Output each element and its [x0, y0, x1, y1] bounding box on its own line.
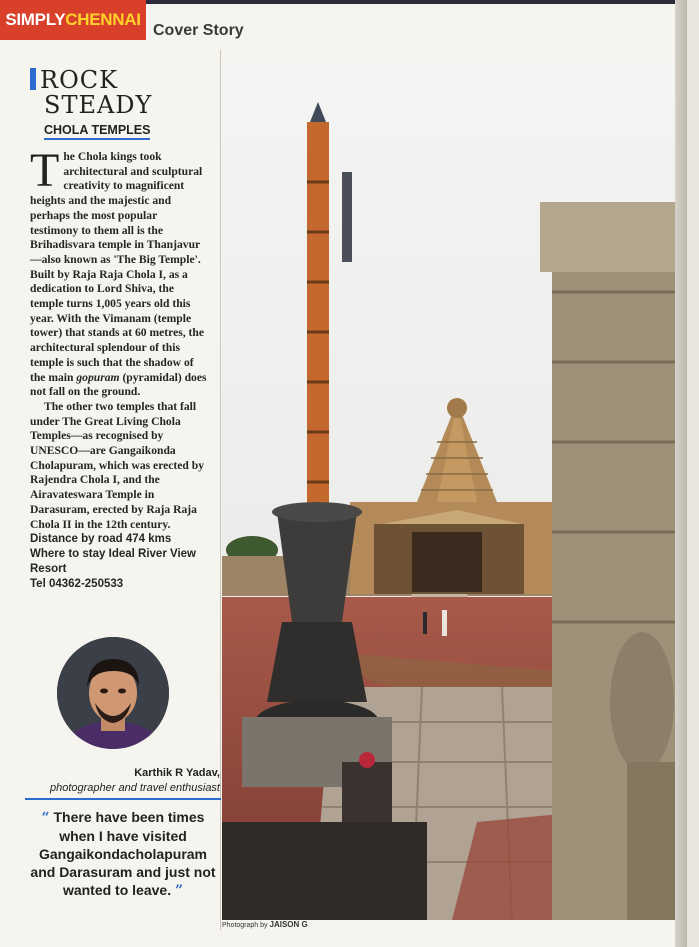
headline-line2: STEADY [44, 91, 153, 119]
byline [20, 766, 220, 796]
distance-line [30, 532, 208, 547]
headline-bar-icon [30, 68, 36, 90]
distance-value: 474 kms [125, 533, 172, 546]
temple-photo [222, 62, 687, 920]
p1-italic: gopuram [76, 370, 120, 384]
dropcap: T [30, 144, 60, 197]
p1-start: he Chola kings took architectural and sculptural creativity to magnificent heights and the majestic and perhaps the most popular testimony to them all is the Brihadisvara temple in Thanjavur—also known as 'The Big Temple'. Built by Raja Raja Chola I, as a dedication to Lord Shiva, the temple turns 1,005 years old this year. With the Vimanam (temple tower) that stands at 60 metres, the architectural splendour of this temple is such that the shadow of the main [30, 150, 204, 384]
stay-label: Where to stay [30, 548, 106, 561]
headline-line1: ROCK [40, 66, 119, 94]
paragraph-2: The other two temples that fall under The Great Living Chola Temples—as recognised by UNESCO—are Gangaikonda Cholapuram, which was erected by Rajendra Chola I, and the Airavateswara Temple in Darasuram, erected by Raja Raja Chola II in the 12th century. [30, 399, 205, 531]
temple-illustration [222, 62, 687, 920]
subhead: CHOLA TEMPLES [44, 123, 150, 140]
brand-logo [0, 0, 146, 40]
p1-end: (pyramidal) does not fall on the ground. [30, 370, 207, 399]
profile-role: photographer and travel enthusiast [49, 782, 220, 794]
photo-credit [222, 920, 308, 929]
quote-open-icon: “ [41, 810, 50, 826]
stay-line [30, 547, 208, 577]
avatar-portrait [57, 637, 169, 749]
brand-part1: SIMPLY [5, 10, 66, 29]
section-title: Cover Story [153, 22, 244, 39]
distance-label: Distance by road [30, 533, 123, 546]
divider [25, 798, 221, 800]
quote-text: There have been times when I have visited Gangaikondacholapuram and Darasuram and just not wanted to leave. [30, 809, 216, 898]
top-bar [146, 0, 675, 4]
article-column [20, 50, 221, 930]
article-body [30, 144, 208, 592]
brand-part2: CHENNAI [65, 10, 141, 29]
avatar [57, 637, 169, 749]
pull-quote [26, 808, 220, 900]
profile-name: Karthik R Yadav, [134, 767, 220, 779]
credit-prefix: Photograph by [222, 922, 268, 929]
headline [30, 68, 152, 118]
page-edge [675, 0, 687, 947]
tel-value: 04362-250533 [48, 578, 124, 591]
tel-label: Tel [30, 578, 46, 591]
paragraph-1 [30, 144, 208, 400]
quote-close-icon: ” [174, 883, 184, 899]
stay-value: Ideal River View Resort [30, 548, 196, 576]
credit-name: JAISON G [269, 920, 308, 929]
tel-line [30, 577, 208, 592]
